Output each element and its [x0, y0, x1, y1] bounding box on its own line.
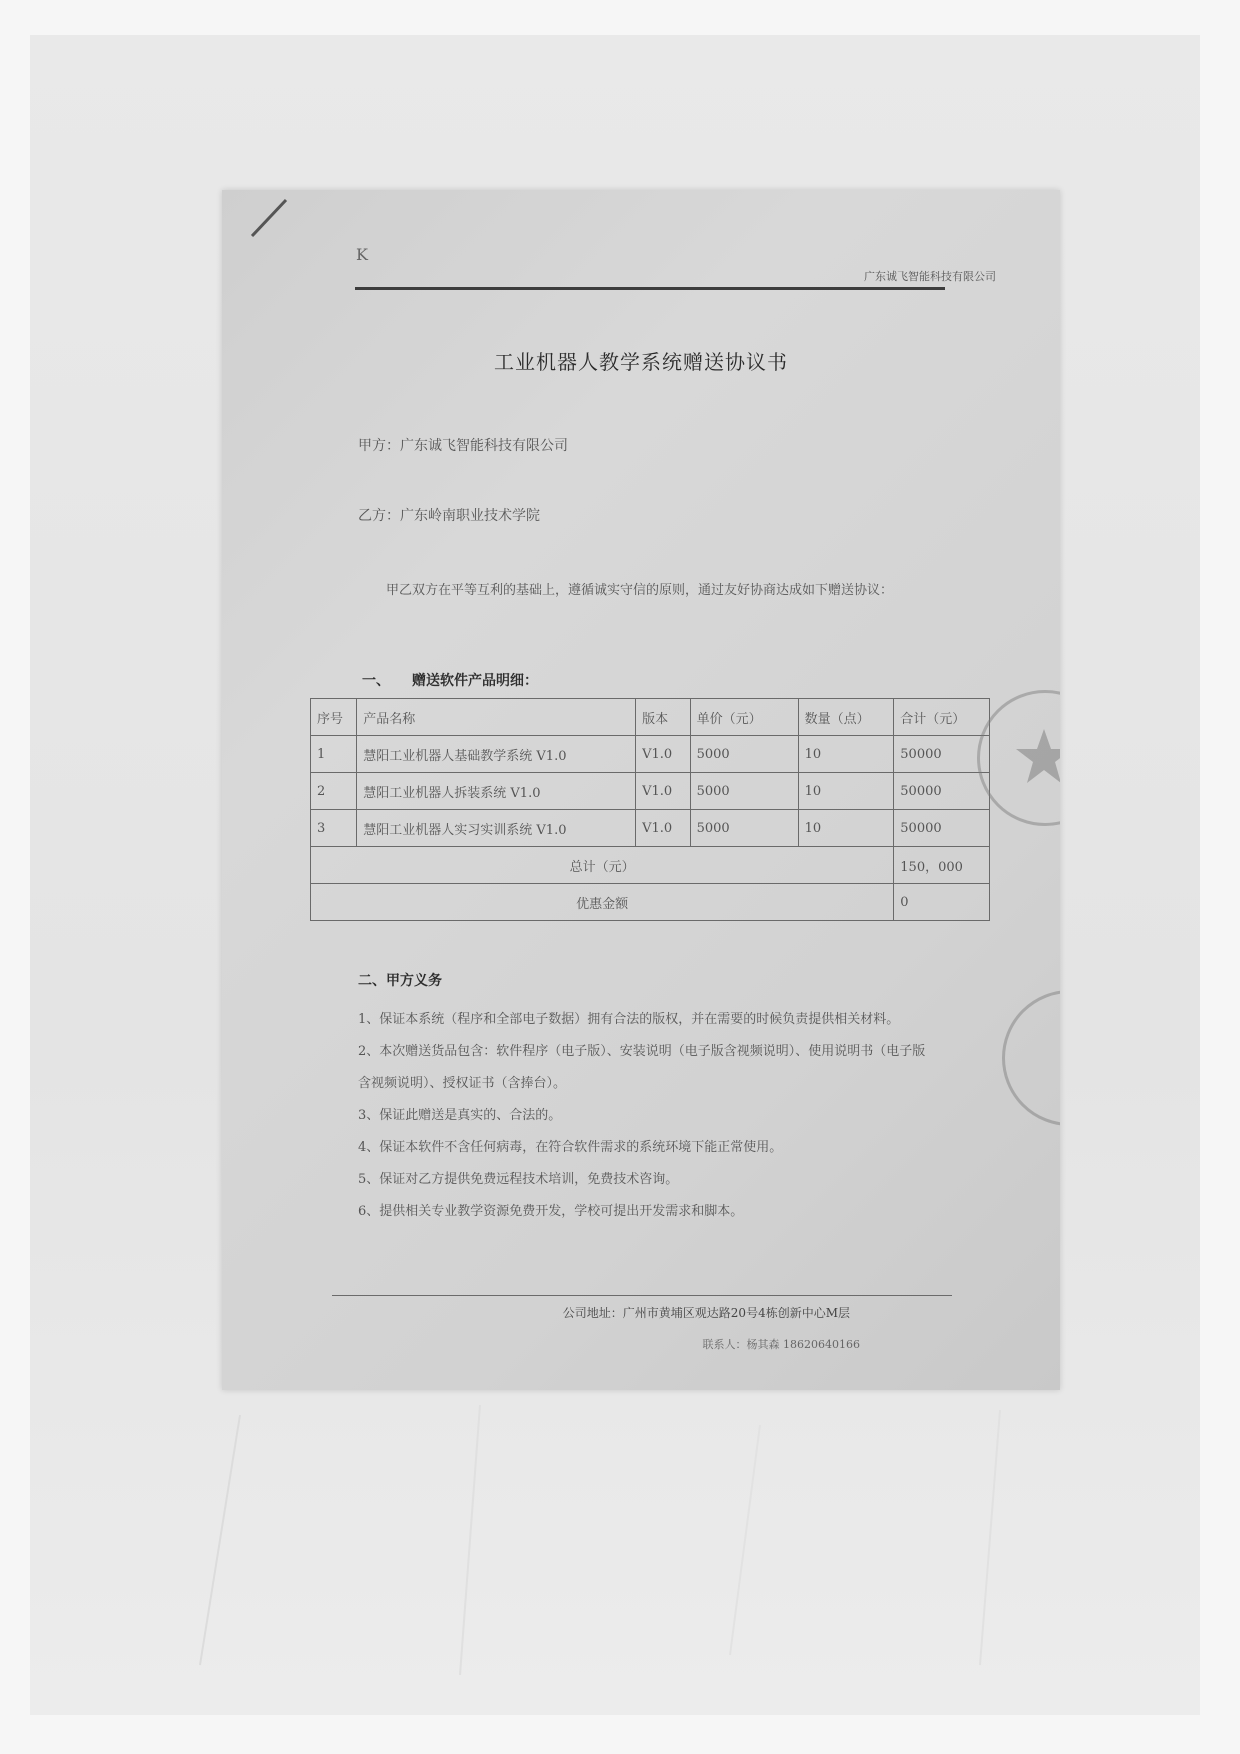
table-header-cell: 数量（点） [798, 699, 894, 736]
table-cell: 慧阳工业机器人拆装系统 V1.0 [357, 773, 636, 810]
table-cell: 50000 [894, 773, 990, 810]
party-a: 甲方：广东诚飞智能科技有限公司 [358, 438, 568, 454]
contact-person: 联系人：杨其森 18620640166 [702, 1338, 860, 1351]
list-item: 6、提供相关专业教学资源免费开发，学校可提出开发需求和脚本。 [358, 1204, 744, 1219]
list-item: 5、保证对乙方提供免费远程技术培训，免费技术咨询。 [358, 1172, 679, 1187]
table-cell: 5000 [690, 773, 798, 810]
total-label: 总计（元） [311, 847, 894, 884]
table-cell: V1.0 [636, 736, 691, 773]
table-cell: 5000 [690, 810, 798, 847]
intro-paragraph: 甲乙双方在平等互利的基础上，遵循诚实守信的原则，通过友好协商达成如下赠送协议： [386, 583, 894, 598]
table-header-cell: 产品名称 [357, 699, 636, 736]
table-cell: 慧阳工业机器人基础教学系统 V1.0 [357, 736, 636, 773]
list-item: 2、本次赠送货品包含：软件程序（电子版）、安装说明（电子版含视频说明）、使用说明书（电子版含视频说明）、授权证书（含捧台）。 [358, 1044, 926, 1091]
table-cell: 2 [311, 773, 357, 810]
total-value: 150，000 [894, 847, 990, 884]
header-company-name: 广东诚飞智能科技有限公司 [864, 270, 996, 283]
table-cell: V1.0 [636, 773, 691, 810]
table-discount-row [311, 884, 990, 921]
party-b: 乙方：广东岭南职业技术学院 [358, 508, 540, 524]
table-row [311, 773, 990, 810]
section-1-heading [362, 670, 538, 690]
scan-artifact [120, 1405, 1120, 1675]
section-1-number: 一、 [362, 673, 390, 689]
table-cell: 10 [798, 810, 894, 847]
table-cell: 3 [311, 810, 357, 847]
table-total-row [311, 847, 990, 884]
table-header-row [311, 699, 990, 736]
product-table [310, 698, 990, 921]
document-page [222, 190, 1060, 1390]
table-cell: 慧阳工业机器人实习实训系统 V1.0 [357, 810, 636, 847]
document-title: 工业机器人教学系统赠送协议书 [494, 350, 788, 374]
list-item: 1、保证本系统（程序和全部电子数据）拥有合法的版权，并在需要的时候负责提供相关材料。 [358, 1012, 900, 1027]
section-1-title: 赠送软件产品明细： [412, 673, 538, 689]
section-2-heading: 二、甲方义务 [358, 973, 442, 989]
table-cell: V1.0 [636, 810, 691, 847]
header-divider [355, 287, 945, 290]
table-header-cell: 版本 [636, 699, 691, 736]
table-cell: 1 [311, 736, 357, 773]
table-header-cell: 单价（元） [690, 699, 798, 736]
pen-stroke-mark [250, 196, 290, 240]
table-row [311, 810, 990, 847]
table-header-cell: 序号 [311, 699, 357, 736]
seal-stamp [1002, 990, 1060, 1126]
footer-divider [332, 1295, 952, 1296]
table-header-cell: 合计（元） [894, 699, 990, 736]
table-cell: 10 [798, 736, 894, 773]
table-cell: 10 [798, 773, 894, 810]
list-item: 4、保证本软件不含任何病毒，在符合软件需求的系统环境下能正常使用。 [358, 1140, 783, 1155]
table-cell: 50000 [894, 736, 990, 773]
discount-value: 0 [894, 884, 990, 921]
table-cell: 5000 [690, 736, 798, 773]
discount-label: 优惠金额 [311, 884, 894, 921]
table-cell: 50000 [894, 810, 990, 847]
company-logo: K [356, 245, 368, 264]
obligations-list [358, 1004, 938, 1228]
company-address: 公司地址：广州市黄埔区观达路20号4栋创新中心M层 [562, 1306, 850, 1320]
table-row [311, 736, 990, 773]
seal-star-icon [1014, 727, 1060, 787]
list-item: 3、保证此赠送是真实的、合法的。 [358, 1108, 562, 1123]
